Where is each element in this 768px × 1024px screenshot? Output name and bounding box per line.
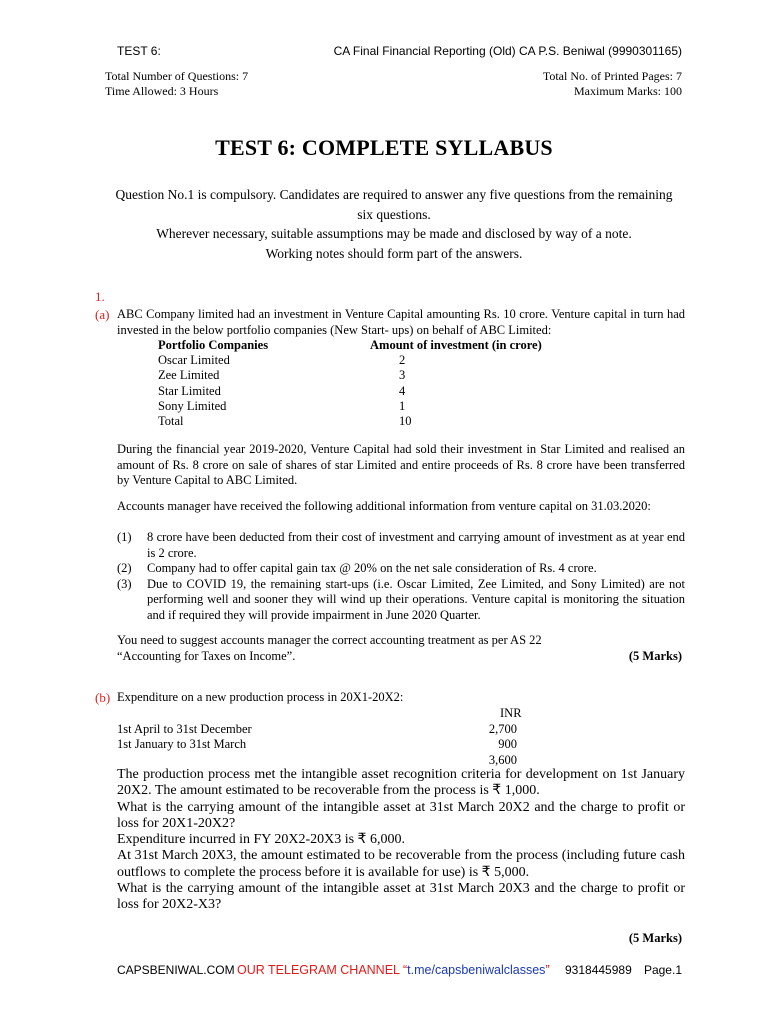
telegram-link[interactable]: t.me/capsbeniwalclasses [407, 963, 546, 977]
header-left: TEST 6: [117, 44, 161, 58]
part-a-marks: (5 Marks) [628, 649, 682, 663]
footer-site[interactable]: CAPSBENIWAL.COM [117, 963, 235, 977]
instruction-3: Working notes should form part of the answers. [265, 245, 523, 261]
point-number: (2) [117, 561, 132, 575]
part-b-body-2: What is the carrying amount of the intangible asset at 31st March 20X2 and the charge to profit or loss for 20X1-20X2? [117, 799, 685, 831]
instructions [110, 185, 678, 263]
footer-telegram [237, 963, 550, 977]
table-row [158, 414, 570, 429]
list-item [117, 561, 685, 577]
table-cell: Total [158, 414, 184, 429]
point-number: (1) [117, 530, 132, 544]
printed-pages: Total No. of Printed Pages: 7 [542, 69, 682, 83]
table-cell: Sony Limited [158, 398, 227, 413]
header-right: CA Final Financial Reporting (Old) CA P.S. Beniwal (9990301165) [333, 44, 682, 58]
part-a-para-4: You need to suggest accounts manager the correct accounting treatment as per AS 22 “Accounting for Taxes on Income”. [117, 633, 542, 663]
telegram-prefix: OUR TELEGRAM CHANNEL “ [237, 963, 408, 977]
instruction-2: Wherever necessary, suitable assumptions may be made and disclosed by way of a note. [156, 226, 632, 241]
part-b-body-5: What is the carrying amount of the intangible asset at 31st March 20X3 and the charge to profit or loss for 20X2-X3? [117, 881, 685, 913]
table-row [158, 399, 570, 414]
table-cell: 10 [399, 414, 412, 429]
table-cell: 1 [399, 398, 406, 413]
table-header-company: Portfolio Companies [158, 338, 269, 352]
table-row [158, 384, 570, 399]
table-cell: Star Limited [158, 383, 221, 398]
part-b-marks: (5 Marks) [628, 931, 682, 945]
exam-meta-right [543, 69, 682, 99]
table-row [158, 353, 570, 368]
table-header-row [117, 706, 567, 722]
table-row [117, 753, 567, 769]
part-a-intro: ABC Company limited had an investment in Venture Capital amounting Rs. 10 crore. Venture capital in turn had invested in the below portfolio companies (New Start- ups) on behalf of ABC Limited: [117, 307, 685, 337]
table-cell: Zee Limited [158, 368, 220, 383]
table-cell: 900 [498, 737, 517, 751]
part-a-para-3: Accounts manager have received the following additional information from venture capital on 31.03.2020: [117, 499, 651, 513]
currency-header: INR [500, 706, 522, 720]
table-row [158, 368, 570, 383]
list-item [117, 577, 685, 624]
part-a-points [117, 530, 685, 623]
point-number: (3) [117, 576, 132, 591]
part-a-para-2: During the financial year 2019-2020, Venture Capital had sold their investment in Star Limited and realised an amount of Rs. 8 crore on sale of shares of star Limited and entire proceeds of Rs. 8 crore have been transferred by Venture Capital to ABC Limited. [117, 442, 685, 487]
part-b-body [117, 767, 685, 914]
total-questions: Total Number of Questions: 7 [105, 69, 249, 83]
table-cell: 4 [399, 383, 406, 398]
table-cell: 2 [399, 353, 406, 368]
table-header-row [158, 338, 570, 353]
table-row [117, 737, 567, 753]
footer-phone: 9318445989 [565, 963, 632, 977]
page-title: TEST 6: COMPLETE SYLLABUS [215, 135, 553, 160]
table-header-amount: Amount of investment (in crore) [370, 338, 542, 352]
table-cell: 3 [399, 368, 406, 383]
part-a-label: (a) [95, 307, 110, 322]
table-total: 3,600 [488, 752, 517, 767]
part-b-intro: Expenditure on a new production process in 20X1-20X2: [117, 690, 404, 704]
list-item [117, 530, 685, 561]
part-b-body-1: The production process met the intangible asset recognition criteria for development on 1st January 20X2. The amount estimated to be recoverable from the process is ₹ 1,000. [117, 767, 685, 799]
telegram-suffix: ” [545, 963, 550, 977]
table-cell: 1st April to 31st December [117, 721, 252, 736]
page-number: Page.1 [643, 963, 682, 977]
part-b-label: (b) [95, 690, 111, 705]
exam-meta-left [105, 69, 248, 99]
part-b-body-3: Expenditure incurred in FY 20X2-20X3 is ₹ 6,000. [117, 832, 405, 848]
part-b-body-4: At 31st March 20X3, the amount estimated to be recoverable from the process (including future cash outflows to complete the process before it is available for use) is ₹ 5,000. [117, 848, 685, 880]
table-cell: 2,700 [488, 721, 517, 736]
maximum-marks: Maximum Marks: 100 [574, 84, 682, 98]
table-cell: Oscar Limited [158, 353, 230, 368]
point-text: Company had to offer capital gain tax @ 20% on the net sale consideration of Rs. 4 crore. [147, 561, 597, 575]
point-text: 8 crore have been deducted from their cost of investment and carrying amount of investment as at year end is 2 crore. [147, 530, 685, 560]
table-cell: 1st January to 31st March [117, 737, 247, 751]
instruction-1: Question No.1 is compulsory. Candidates are required to answer any five questions from the remaining six questions. [115, 187, 673, 222]
point-text: Due to COVID 19, the remaining start-ups (i.e. Oscar Limited, Zee Limited, and Sony Limited) are not performing well and sooner they will wind up their operations. Venture capital is monitoring the situation and if required they will provide impairment in June 2020 Quarter. [147, 576, 685, 622]
portfolio-table [158, 338, 570, 429]
table-row [117, 722, 567, 738]
question-number: 1. [95, 289, 105, 304]
expenditure-table [117, 706, 567, 768]
time-allowed: Time Allowed: 3 Hours [105, 84, 219, 98]
